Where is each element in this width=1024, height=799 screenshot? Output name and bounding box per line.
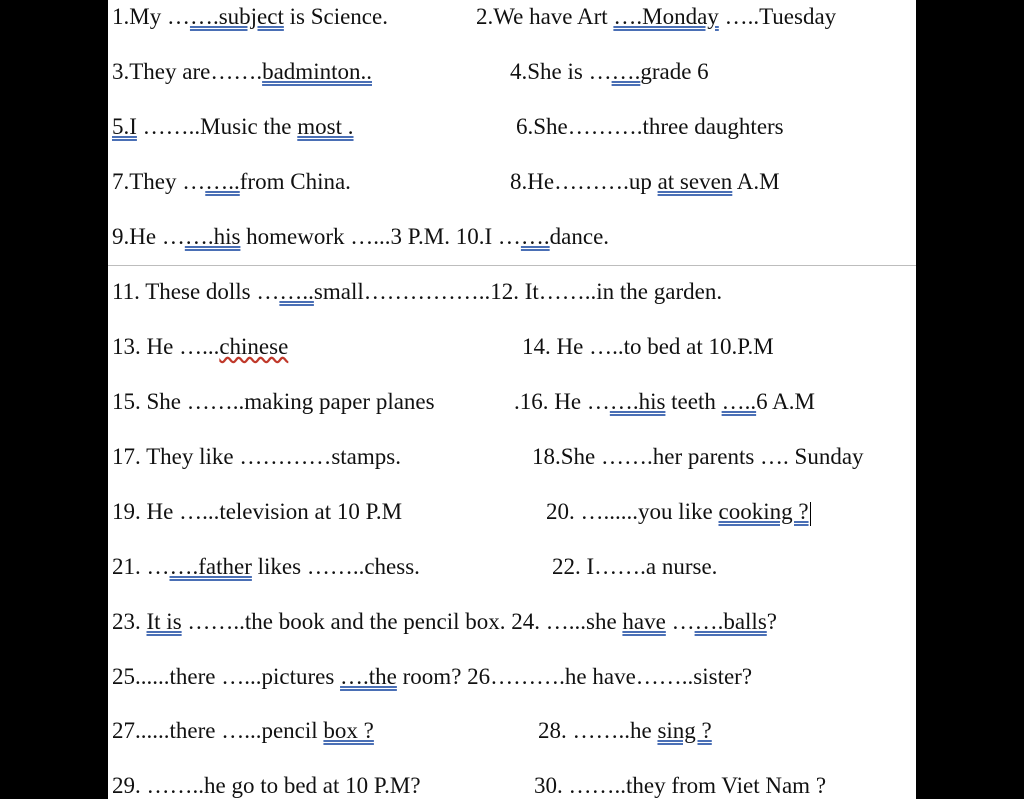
exercise-text: teeth (665, 389, 722, 414)
exercise-text: ….balls (694, 609, 767, 634)
exercise-right (538, 714, 712, 748)
exercise-row (108, 385, 916, 425)
exercise-right (522, 330, 774, 364)
exercise-right (510, 165, 780, 199)
exercise-row (108, 495, 916, 535)
exercise-text: likes ……..chess. (251, 554, 420, 579)
exercise-text: 28. ……..he (538, 718, 658, 743)
exercise-text: …. (611, 59, 641, 84)
exercise-text: 21. … (112, 554, 170, 579)
exercise-text: 11. These dolls … (112, 279, 280, 304)
exercise-right (510, 55, 709, 89)
exercise-text: 15. She ……..making paper planes (112, 389, 435, 414)
exercise-text: ….Monday (613, 4, 719, 29)
exercise-left (112, 165, 351, 199)
exercise-text: badminton.. (262, 59, 372, 84)
exercise-text: is Science. (283, 4, 388, 29)
exercise-text: ….. (205, 169, 240, 194)
exercise-text: .16. He … (514, 389, 610, 414)
exercise-text: 17. They like …………stamps. (112, 444, 401, 469)
exercise-text: 22. I…….a nurse. (552, 554, 718, 579)
exercise-text: …..Tuesday (718, 4, 837, 29)
exercise-text: most . (297, 114, 354, 139)
exercise-text: ….father (169, 554, 252, 579)
exercise-right (516, 110, 784, 144)
exercise-row (108, 275, 916, 315)
exercise-text: … (665, 609, 695, 634)
exercise-row (108, 110, 916, 150)
exercise-text: chinese (219, 334, 289, 359)
exercise-right (546, 495, 811, 529)
exercise-left (112, 330, 288, 364)
exercise-text: 6 A.M (756, 389, 815, 414)
exercise-left (112, 605, 777, 639)
exercise-left (112, 714, 374, 748)
exercise-left (112, 220, 609, 254)
exercise-text: cooking ? (718, 499, 809, 524)
exercise-text: ….his (184, 224, 241, 249)
exercise-row (108, 165, 916, 205)
exercise-text: have (622, 609, 666, 634)
exercise-text: ……..Music the (136, 114, 298, 139)
exercise-text: ….. (279, 279, 314, 304)
exercise-text: dance. (549, 224, 610, 249)
exercise-text: ….subject (189, 4, 284, 29)
exercise-left (112, 385, 435, 419)
exercise-row (108, 220, 916, 260)
exercise-text: 29. ……..he go to bed at 10 P.M? (112, 773, 421, 798)
exercise-left (112, 440, 401, 474)
exercise-row (108, 55, 916, 95)
exercise-row (108, 714, 916, 754)
exercise-left (112, 0, 388, 34)
exercise-text: …. (520, 224, 550, 249)
exercise-text: from China. (239, 169, 351, 194)
exercise-text: ……..the book and the pencil box. 24. …...she (181, 609, 623, 634)
exercise-left (112, 769, 421, 799)
exercise-left (112, 660, 752, 694)
exercise-text: 5.I (112, 114, 137, 139)
exercise-text: 23. (112, 609, 147, 634)
exercise-left (112, 550, 420, 584)
exercise-text: sing ? (657, 718, 712, 743)
exercise-text: grade 6 (640, 59, 709, 84)
exercise-text: 25......there …...pictures (112, 664, 341, 689)
exercise-text: 18.She …….her parents …. Sunday (532, 444, 864, 469)
exercise-text: 19. He …...television at 10 P.M (112, 499, 403, 524)
exercise-row (108, 0, 916, 40)
exercise-row (108, 769, 916, 799)
exercise-text: 14. He …..to bed at 10.P.M (522, 334, 774, 359)
exercise-text: homework …...3 P.M. 10.I … (240, 224, 521, 249)
exercise-row (108, 660, 916, 700)
exercise-right (552, 550, 717, 584)
worksheet-page (108, 0, 916, 799)
exercise-left (112, 495, 402, 529)
exercise-text: 8.He……….up (510, 169, 658, 194)
exercise-right (476, 0, 836, 34)
section-divider (108, 265, 916, 266)
exercise-row (108, 605, 916, 645)
exercise-text: 2.We have Art (476, 4, 614, 29)
exercise-text: 9.He … (112, 224, 185, 249)
exercise-text: ….. (721, 389, 757, 414)
exercise-left (112, 275, 722, 309)
exercise-right (532, 440, 864, 474)
exercise-text: 7.They … (112, 169, 206, 194)
exercise-text: small……………..12. It……..in the garden. (313, 279, 723, 304)
exercise-right (534, 769, 826, 799)
exercise-text: room? 26……….he have……..sister? (396, 664, 753, 689)
exercise-text: ? (766, 609, 777, 634)
exercise-text: box ? (323, 718, 374, 743)
exercise-row (108, 440, 916, 480)
exercise-left (112, 110, 354, 144)
exercise-text: A.M (732, 169, 780, 194)
exercise-text: 6.She……….three daughters (516, 114, 784, 139)
text-cursor (810, 502, 811, 526)
exercise-text: 30. ……..they from Viet Nam ? (534, 773, 827, 798)
exercise-text: It is (146, 609, 182, 634)
exercise-text: 27......there …...pencil (112, 718, 324, 743)
exercise-text: 1.My … (112, 4, 190, 29)
exercise-text: ….his (609, 389, 666, 414)
exercise-right (514, 385, 815, 419)
exercise-text: 13. He …... (112, 334, 220, 359)
exercise-row (108, 550, 916, 590)
exercise-left (112, 55, 372, 89)
exercise-text: ….the (340, 664, 397, 689)
exercise-text: at seven (657, 169, 733, 194)
exercise-row (108, 330, 916, 370)
exercise-text: 20. …......you like (546, 499, 719, 524)
exercise-text: 3.They are……. (112, 59, 263, 84)
exercise-text: 4.She is … (510, 59, 612, 84)
